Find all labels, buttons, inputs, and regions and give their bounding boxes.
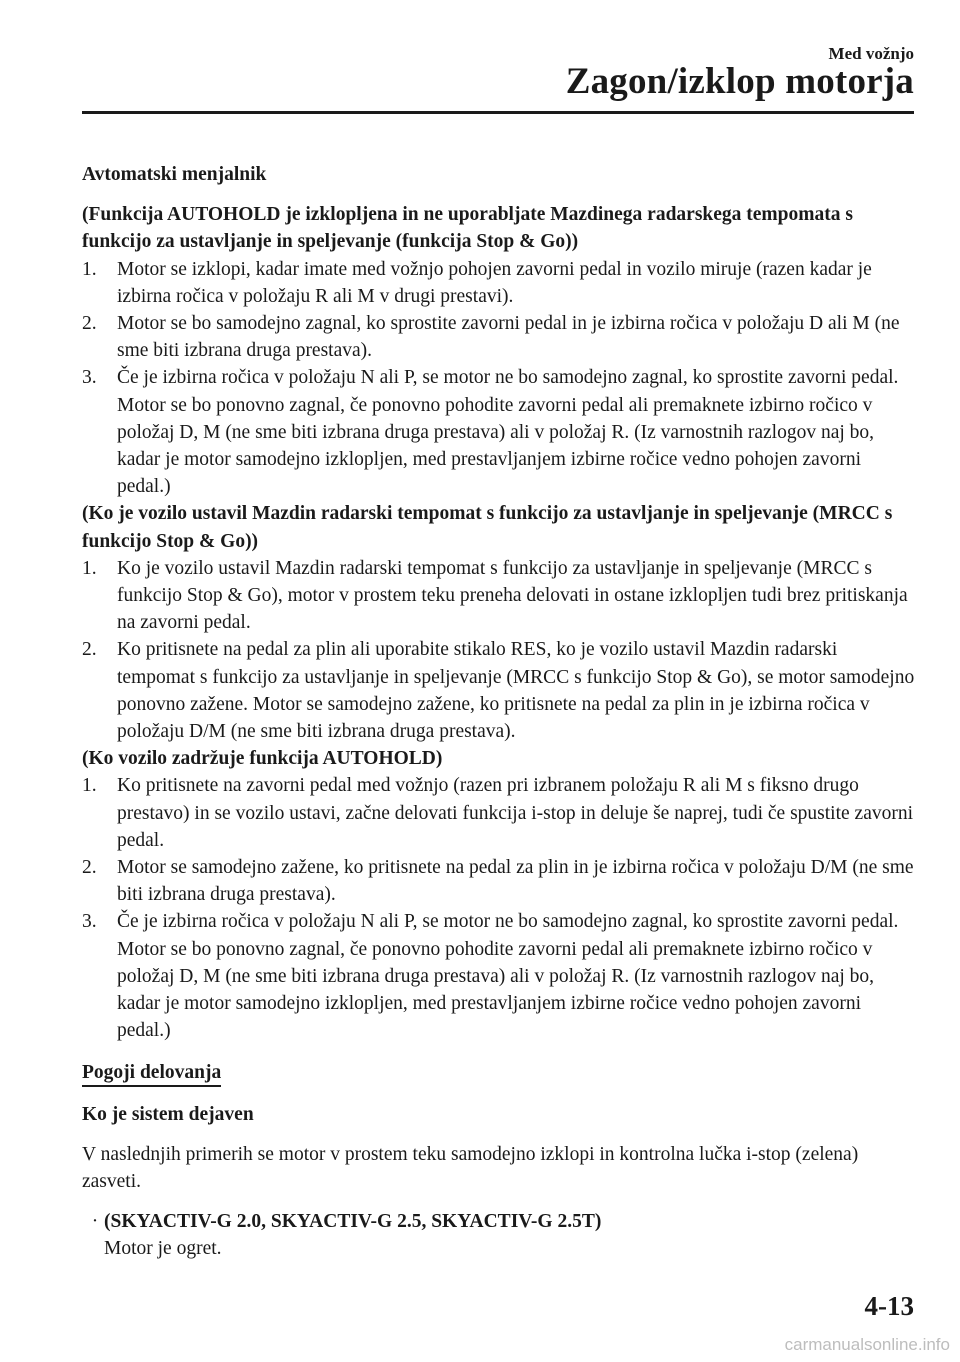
item-number: 2. [82,857,97,879]
bullet-body [104,1208,916,1262]
conditions-heading-wrap [82,1059,916,1087]
list-item [82,636,916,745]
page-content [82,161,916,1263]
list-item [82,310,916,364]
item-number: 3. [82,911,97,933]
subheading-autohold-off: (Funkcija AUTOHOLD je izklopljena in ne uporabljate Mazdinega radarskega tempomata s funkcijo za ustavljanje in speljevanje (funkcija Stop & Go)) [82,204,853,253]
item-text: Ko pritisnete na pedal za plin ali uporabite stikalo RES, ko je vozilo ustavil Mazdin radarski tempomat s funkcijo za ustavljanje in speljevanje (MRCC s funkcijo Stop & Go), se motor samodejno ponovno zažene. Motor se samodejno zažene, ko pritisnete na pedal za plin in je izbirna ročica v položaju D/M (ne sme biti izbrana druga prestava). [117,639,915,743]
watermark: carmanualsonline.info [784,1335,950,1354]
list-item [82,555,916,637]
item-number: 2. [82,639,97,661]
item-text: Če je izbirna ročica v položaju N ali P, se motor ne bo samodejno zagnal, ko sprostite zavorni pedal. Motor se bo ponovno zagnal, če ponovno pohodite zavorni pedal ali premaknete izbirno ročico v položaj D, M (ne sme biti izbrana druga prestava) ali v položaj R. (Iz varnostnih razlogov naj bo, kadar je motor samodejno izklopljen, med prestavljanjem izbirne ročice vedno pohojen zavorni pedal.) [117,911,899,1042]
item-text: Motor se samodejno zažene, ko pritisnete na pedal za plin in je izbirna ročica v položaju D/M (ne sme biti izbrana druga prestava). [117,857,914,906]
item-text: Če je izbirna ročica v položaju N ali P, se motor ne bo samodejno zagnal, ko sprostite zavorni pedal. Motor se bo ponovno zagnal, če ponovno pohodite zavorni pedal ali premaknete izbirno ročico v položaj D, M (ne sme biti izbrana druga prestava) ali v položaj R. (Iz varnostnih razlogov naj bo, kadar je motor samodejno izklopljen, med prestavljanjem izbirne ročice vedno pohojen zavorni pedal.) [117,367,899,498]
item-text: Motor se bo samodejno zagnal, ko sprostite zavorni pedal in je izbirna ročica v položaju D ali M (ne sme biti izbrana druga prestava). [117,313,900,362]
system-active-text: V naslednjih primerih se motor v prostem teku samodejno izklopi in kontrolna lučka i-stop (zelena) zasveti. [82,1143,859,1192]
bullet-title: (SKYACTIV-G 2.0, SKYACTIV-G 2.5, SKYACTIV-G 2.5T) [104,1211,602,1233]
item-number: 1. [82,775,97,797]
bullet-mark: · [91,1211,99,1233]
item-number: 1. [82,557,97,579]
page-title: Zagon/izklop motorja [565,61,914,102]
subheading-mrcc-stop: (Ko je vozilo ustavil Mazdin radarski tempomat s funkcijo za ustavljanje in speljevanje (MRCC s funkcijo Stop & Go)) [82,503,893,552]
bullet-item [86,1208,916,1262]
item-number: 3. [82,367,97,389]
page-number: 4-13 [864,1291,914,1321]
system-active-heading: Ko je sistem dejaven [82,1103,254,1125]
list-item [82,256,916,310]
list-item [82,364,916,500]
list-item [82,908,916,1044]
header-rule [82,111,914,114]
list-item [82,772,916,854]
bullet-text: Motor je ogret. [104,1238,222,1260]
item-text: Ko je vozilo ustavil Mazdin radarski tempomat s funkcijo za ustavljanje in speljevanje (MRCC s funkcijo Stop & Go), motor v prostem teku preneha delovati in ostane izklopljen tudi brez pritiskanja na zavorni pedal. [117,557,908,634]
item-text: Motor se izklopi, kadar imate med vožnjo pohojen zavorni pedal in vozilo miruje (razen kadar je izbirna ročica v položaju R ali M v drugi prestavi). [117,258,872,307]
heading-automatic-transmission: Avtomatski menjalnik [82,164,267,185]
section-label: Med vožnjo [828,44,914,63]
conditions-heading: Pogoji delovanja [82,1061,221,1087]
item-text: Ko pritisnete na zavorni pedal med vožnjo (razen pri izbranem položaju R ali M s fiksno drugo prestavo) in se vozilo ustavi, začne delovati funkcija i-stop in deluje še naprej, tudi če spustite zavorni pedal. [117,775,914,851]
item-number: 2. [82,313,97,335]
list-item [82,854,916,908]
item-number: 1. [82,258,97,280]
subheading-autohold-hold: (Ko vozilo zadržuje funkcija AUTOHOLD) [82,748,443,770]
